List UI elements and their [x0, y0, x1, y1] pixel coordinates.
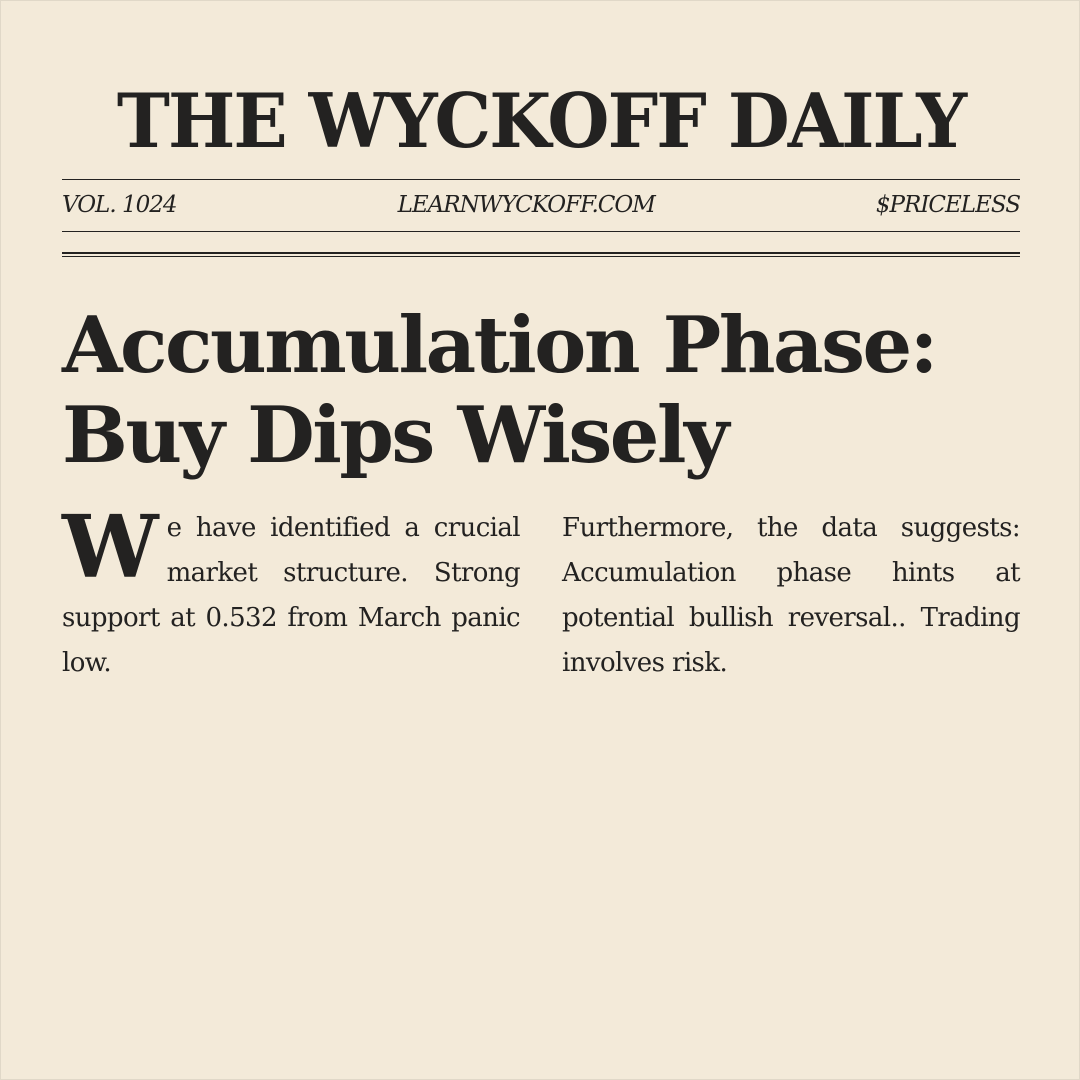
price-label: $PRICELESS — [875, 192, 1020, 218]
article-column-left — [62, 497, 520, 686]
volume-label: VOL. 1024 — [62, 192, 177, 218]
article-column-right — [562, 506, 1020, 686]
headline-line-1: Accumulation Phase: — [62, 300, 936, 391]
site-label: LEARNWYCKOFF.COM — [397, 192, 655, 218]
headline-line-2: Buy Dips Wisely — [62, 390, 727, 481]
masthead-title: THE WYCKOFF DAILY — [116, 77, 966, 165]
info-bar — [62, 189, 1020, 221]
headline — [62, 301, 1020, 481]
info-bar-rule-bottom — [62, 231, 1020, 232]
article-right-text: Furthermore, the data suggests: Accumulation phase hints at potential bullish reversal.. Trading involves risk. — [562, 513, 1020, 678]
double-rule-thick — [62, 252, 1020, 254]
masthead-rule-top — [62, 179, 1020, 180]
double-rule-thin — [62, 256, 1020, 257]
article-left-text: e have identified a crucial market structure. Strong support at 0.532 from March panic low. — [62, 513, 520, 678]
drop-cap: W — [62, 497, 157, 598]
